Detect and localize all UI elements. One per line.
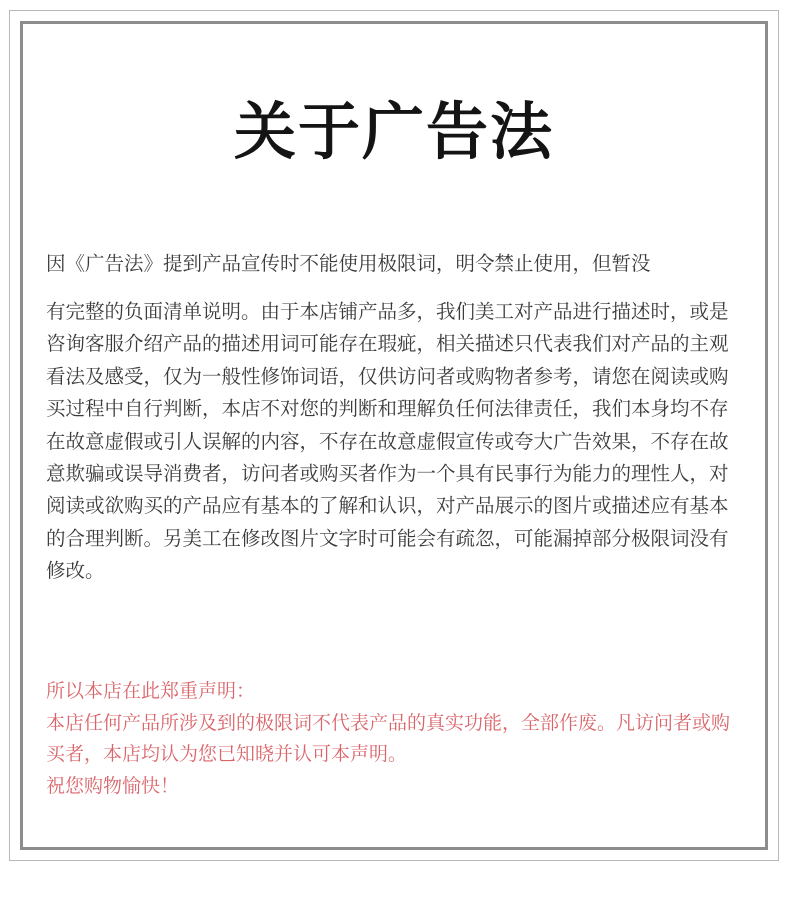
intro-paragraph: 因《广告法》提到产品宣传时不能使用极限词，明令禁止使用，但暂没 [46, 252, 651, 275]
statement-heading: 所以本店在此郑重声明： [46, 680, 256, 702]
statement-body: 本店任何产品所涉及到的极限词不代表产品的真实功能，全部作废。凡访问者或购买者，本店均认为您已知晓并认可本声明。 [46, 711, 731, 766]
statement-block [46, 676, 746, 802]
disclaimer-paragraph: 有完整的负面清单说明。由于本店铺产品多，我们美工对产品进行描述时，或是咨询客服介绍产品的描述用词可能存在瑕疵，相关描述只代表我们对产品的主观看法及感受，仅为一般性修饰词语，仅供访问者或购物者参考，请您在阅读或购买过程中自行判断，本店不对您的判断和理解负任何法律责任，我们本身均不存在故意虚假或引人误解的内容，不存在故意虚假宣传或夸大广告效果，不存在故意欺骗或误导消费者，访问者或购买者作为一个具有民事行为能力的理性人，对阅读或欲购买的产品应有基本的了解和认识，对产品展示的图片或描述应有基本的合理判断。另美工在修改图片文字时可能会有疏忽，可能漏掉部分极限词没有修改。 [46, 300, 729, 583]
notice-card [20, 21, 768, 850]
outer-frame [9, 10, 779, 861]
statement-closing: 祝您购物愉快！ [46, 774, 180, 797]
page-title: 关于广告法 [233, 95, 554, 168]
